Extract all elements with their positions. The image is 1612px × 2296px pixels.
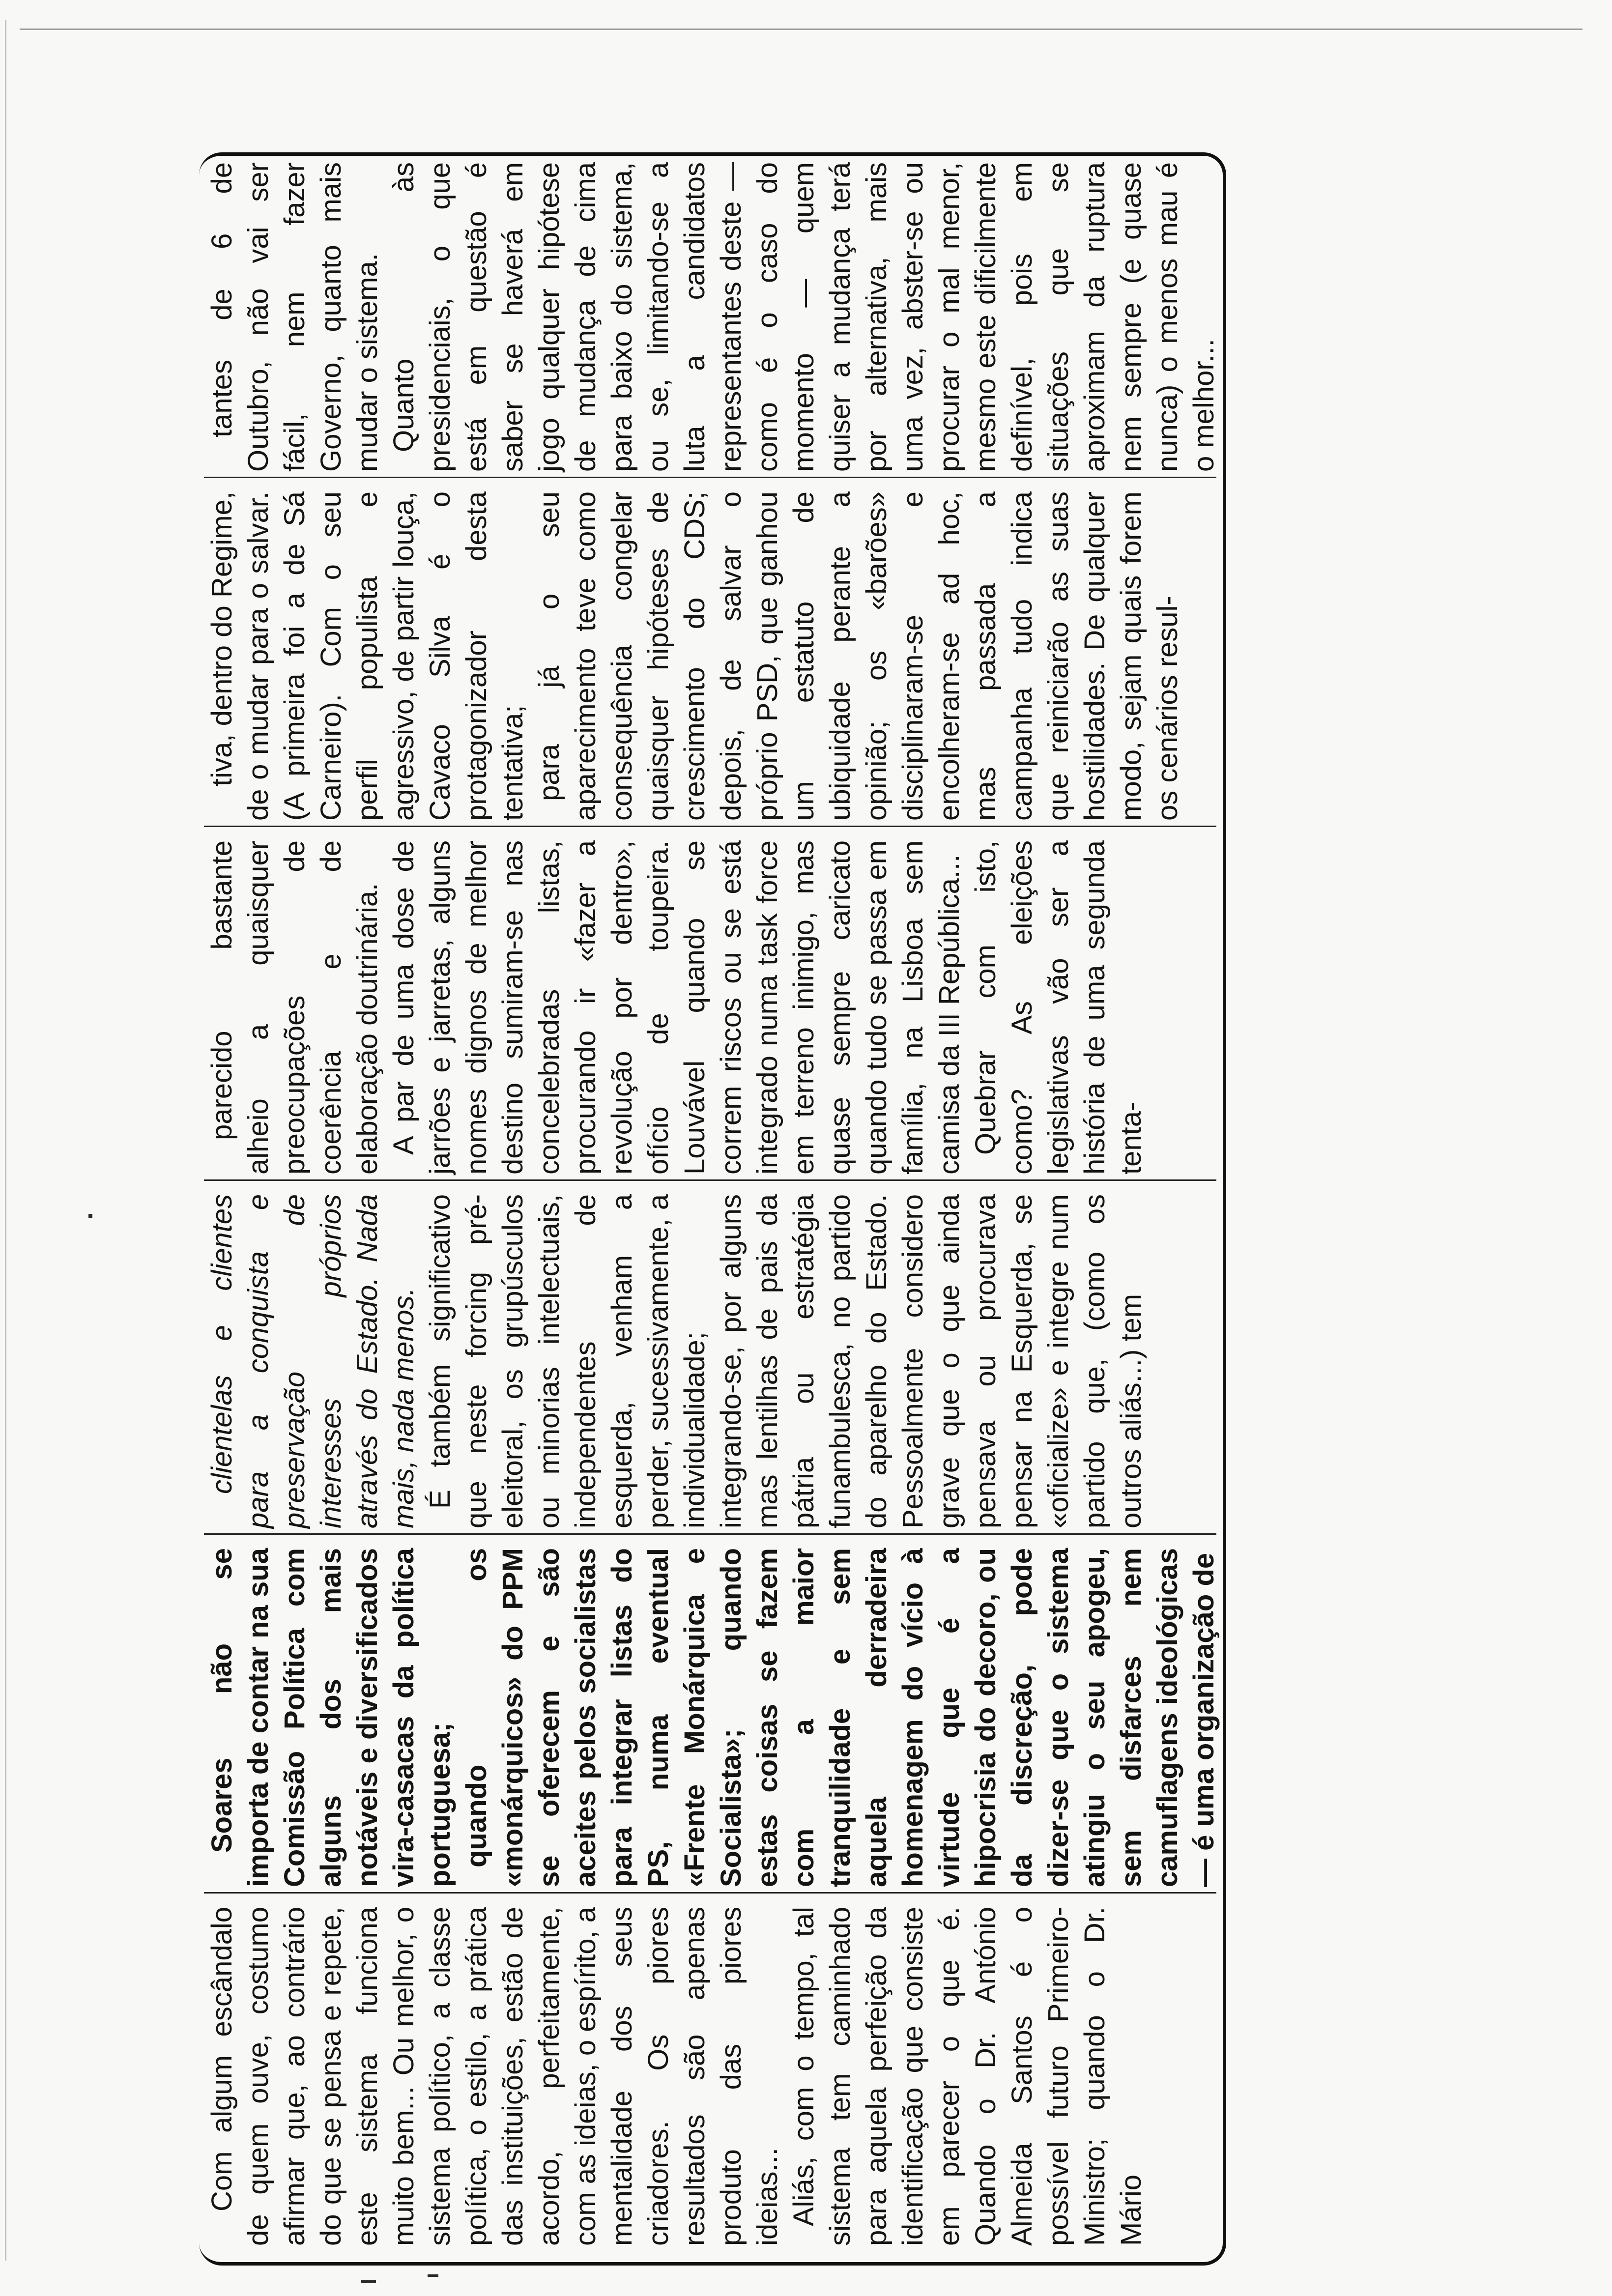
column-5-paragraph-1: tiva, dentro do Regime, de o mudar para o salvar. (A primeira foi a de Sá Carneiro). Com o seu perfil populista e agressivo, de partir louça, Cavaco Silva é o protagonizador desta tentativa; (206, 491, 529, 821)
column-2-paragraph-1: Soares não se importa de contar na sua Comissão Política com alguns dos mais notáveis e diversificados vira-casacas da política portuguesa; (206, 1548, 456, 1887)
column-6-paragraph-2: Quanto às presidenciais, o que está em questão é saber se haverá em jogo qualquer hipótese de mudança de cima para baixo do sistema, ou se, limitando-se a luta a candidatos representantes deste — como é o caso do momento — quem quiser a mudança terá por alternativa, mais uma vez, abster-se ou procurar o mal menor, mesmo este dificilmente definível, pois em situações que se aproximam da ruptura nem sempre (e quase nunca) o menos mau é o melhor... (388, 162, 1220, 472)
column-rule (204, 477, 1216, 478)
article-column-4 (204, 840, 1207, 1175)
column-4-paragraph-3: Quebrar com isto, como? As eleições legislativas vão ser a história de uma segunda tenta- (970, 840, 1147, 1175)
column-1-paragraph-2: Aliás, com o tempo, tal sistema tem caminhado para aquela perfeição da identificação que consiste em parecer o que é. Quando o Dr. António Almeida Santos é o possível futuro Primeiro-Ministro; quando o Dr. Mário (788, 1907, 1147, 2246)
column-rule (204, 1179, 1216, 1181)
scan-speck (361, 2280, 376, 2283)
scan-edge-left (5, 20, 6, 2261)
article-column-5 (204, 491, 1207, 821)
article-column-2 (204, 1548, 1220, 1887)
article-column-3 (204, 1194, 1207, 1528)
column-1-paragraph-1: Com algum escândalo de quem ouve, costumo afirmar que, ao contrário do que se pensa e repete, este sistema funciona muito bem... Ou melhor, o sistema político, a classe política, o estilo, a prática das instituições, estão de acordo, perfeitamente, com as ideias, o espírito, a mentalidade dos seus criadores. Os piores resultados são apenas produto das piores ideias... (206, 1907, 783, 2246)
column-4-paragraph-1: parecido bastante alheio a quaisquer preocupações de coerência e de elaboração doutrinária. (206, 840, 383, 1175)
column-5-paragraph-2: para já o seu aparecimento teve como consequência congelar quaisquer hipóteses de crescimento do CDS; depois, de salvar o próprio PSD, que ganhou um estatuto de ubiquidade perante a opinião; os «barões» disciplinaram-se e encolheram-se ad hoc, mas passada a campanha tudo indica que reiniciarão as suas hostilidades. De qualquer modo, sejam quais forem os cenários resul- (533, 491, 1183, 821)
column-rule (204, 826, 1216, 827)
scan-speck (88, 1214, 92, 1218)
column-rule (204, 1533, 1216, 1535)
column-3-paragraph-1: clientelas e clientes para a conquista e preservação de interesses próprios através do Estado. Nada mais, nada menos. (206, 1194, 420, 1528)
scan-edge-top (20, 29, 1583, 30)
newspaper-clipping (199, 152, 1226, 2266)
article-column-6 (204, 162, 1220, 472)
column-rule (204, 1892, 1216, 1894)
column-2-paragraph-2: quando os «monárquicos» do PPM se oferecem e são aceites pelos socialistas para integrar listas do PS, numa eventual «Frente Monárquica e Socialista»; quando estas coisas se fazem com a maior tranquilidade e sem aquela derradeira homenagem do vício à virtude que é a hipocrisia do decoro, ou da discreção, pode dizer-se que o sistema atingiu o seu apogeu, sem disfarces nem camuflagens ideológicas — é uma organização de (461, 1548, 1220, 1887)
article-column-1 (204, 1907, 1207, 2246)
column-3-paragraph-2: É também significativo que neste forcing pré-eleitoral, os grupúsculos ou minorias intelectuais, independentes de esquerda, venham a perder, sucessivamente, a individualidade; integrando-se, por alguns mas lentilhas de pais da pátria ou estratégia funambulesca, no partido do aparelho do Estado. Pessoalmente considero grave que o que ainda pensava ou procurava pensar na Esquerda, se «oficialize» e integre num partido que, (como os outros aliás...) tem (424, 1194, 1147, 1528)
column-6-paragraph-1: tantes de 6 de Outubro, não vai ser fácil, nem fazer Governo, quanto mais mudar o sistema. (206, 162, 383, 472)
scan-speck (428, 2274, 438, 2277)
column-4-paragraph-2: A par de uma dose de jarrões e jarretas, alguns nomes dignos de melhor destino sumiram-se nas concelebradas listas, procurando ir «fazer a revolução por dentro», ofício de toupeira. Louvável quando se correm riscos ou se está integrado numa task force em terreno inimigo, mas quase sempre caricato quando tudo se passa em família, na Lisboa sem camisa da III República... (388, 840, 965, 1175)
